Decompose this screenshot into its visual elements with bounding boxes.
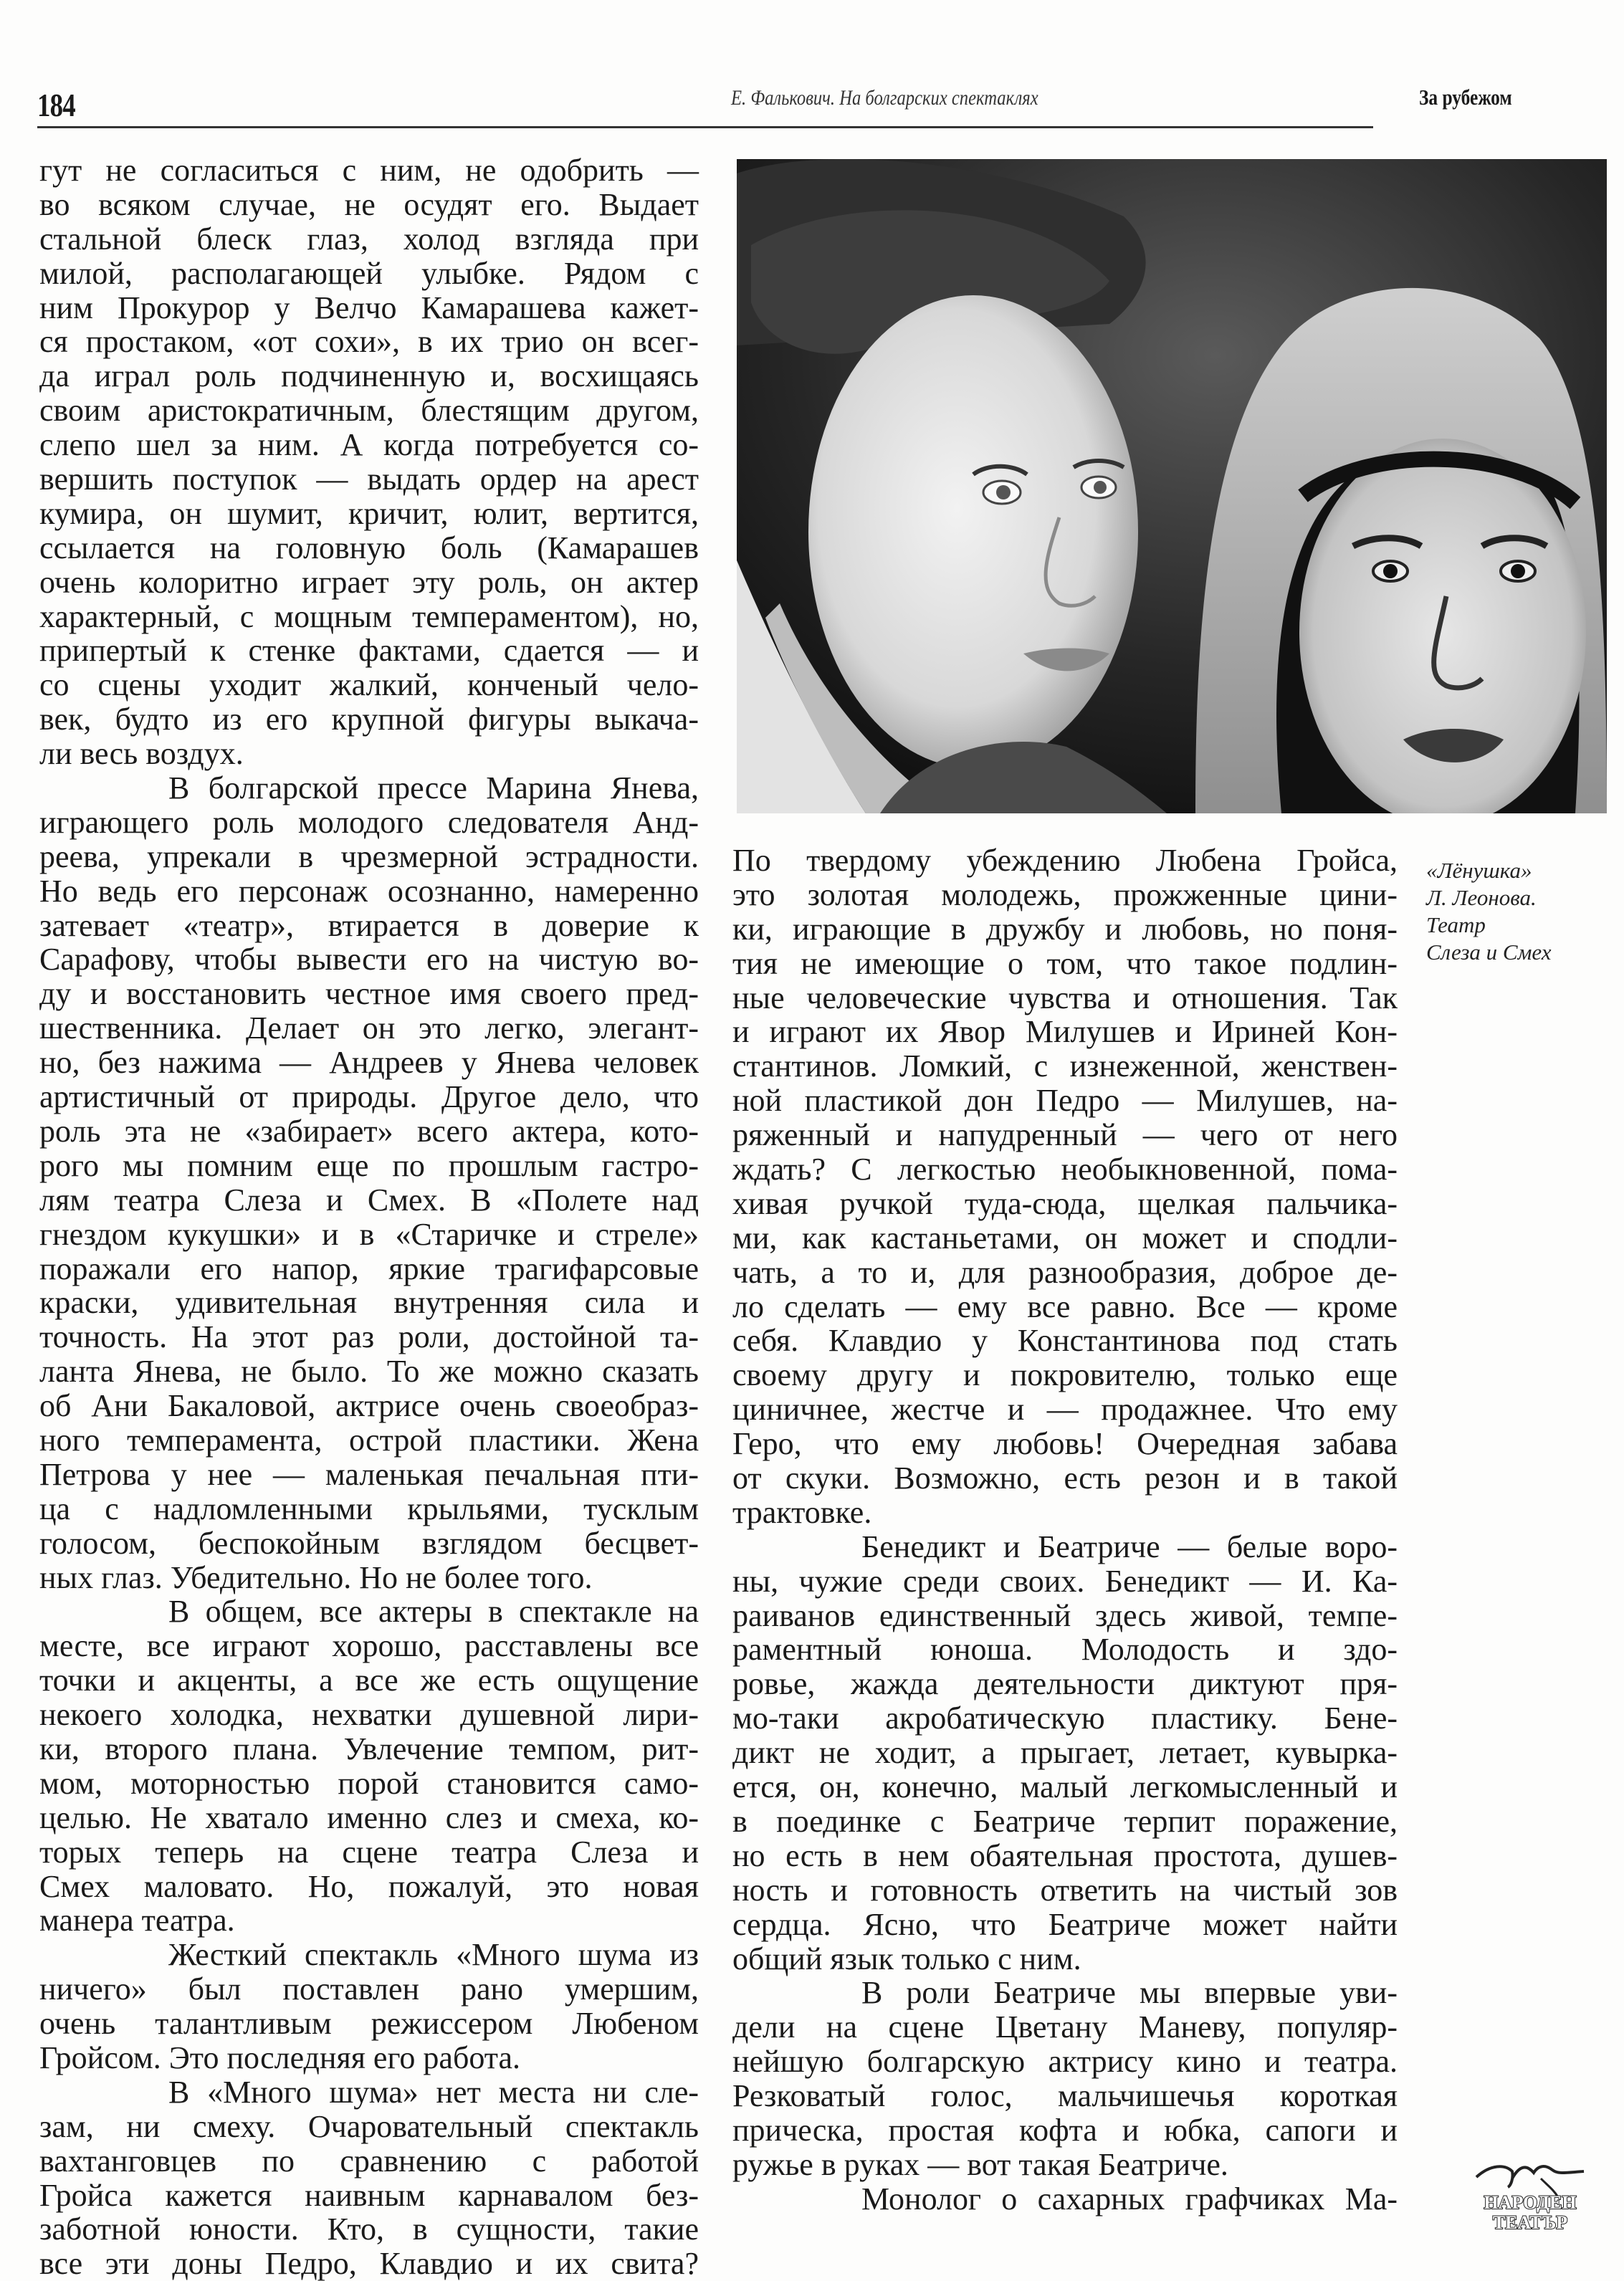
text-line: мом, моторностью порой становится само- xyxy=(39,1765,699,1801)
text-line: дели на сцене Цветану Маневу, популяр- xyxy=(732,2009,1398,2045)
text-line: прическа, простая кофта и юбка, сапоги и xyxy=(732,2112,1398,2148)
text-line: ланта Янева, не было. То же можно сказать xyxy=(39,1354,699,1390)
section-title: За рубежом xyxy=(1419,85,1512,110)
text-line: со сцены уходит жалкий, конченый чело- xyxy=(39,667,699,703)
text-line: ли весь воздух. xyxy=(39,736,244,772)
text-line: нейшую болгарскую актрису кино и театра. xyxy=(732,2044,1398,2080)
text-line: играющего роль молодого следователя Анд- xyxy=(39,804,699,840)
text-line: В «Много шума» нет места ни сле- xyxy=(168,2074,699,2110)
caption-theatre-line1: Театр xyxy=(1426,912,1486,937)
production-photo xyxy=(737,159,1607,813)
text-line: дикт не ходит, а прыгает, летает, кувырка- xyxy=(732,1735,1398,1771)
text-line: По твердому убеждению Любена Гройса, xyxy=(732,843,1398,878)
text-line: кумира, он шумит, кричит, юлит, вертится, xyxy=(39,495,699,531)
page-number: 184 xyxy=(37,87,75,123)
national-theatre-logo xyxy=(1469,2157,1591,2236)
text-line: ки, второго плана. Увлечение темпом, рит- xyxy=(39,1731,699,1766)
text-line: ные человеческие чувства и отношения. Так xyxy=(732,980,1398,1015)
text-line: ной пластикой дон Педро — Милушев, на- xyxy=(732,1083,1398,1119)
running-title: Е. Фалькович. На болгарских спектаклях xyxy=(731,86,1038,110)
text-line: во всяком случае, не осудят его. Выдает xyxy=(39,186,699,222)
text-line: лям театра Слеза и Смех. В «Полете над xyxy=(39,1182,699,1218)
text-line: точность. На этот раз роли, достойной та- xyxy=(39,1319,699,1355)
text-line: вахтанговцев по сравнению с работой xyxy=(39,2143,699,2179)
text-line: торых теперь на сцене театра Слеза и xyxy=(39,1834,699,1870)
text-line: все эти доны Педро, Клавдио и их свита? xyxy=(39,2246,699,2281)
text-line: очень колоритно играет эту роль, он актер xyxy=(39,564,699,600)
text-line: раиванов единственный здесь живой, темпе- xyxy=(732,1597,1398,1633)
text-line: стантинов. Ломкий, с изнеженной, женствен- xyxy=(732,1048,1398,1084)
text-line: припертый к стенке фактами, сдается — и xyxy=(39,633,699,669)
text-line: да играл роль подчиненную и, восхищаясь xyxy=(39,358,699,394)
text-line: от скуки. Возможно, есть резон и в такой xyxy=(732,1460,1398,1496)
text-line: характерный, с мощным темпераментом), но, xyxy=(39,598,699,634)
text-line: своему другу и покровителю, только еще xyxy=(732,1357,1398,1393)
text-line: затевает «театр», втирается в доверие к xyxy=(39,907,699,943)
text-line: Геро, что ему любовь! Очередная забава xyxy=(732,1426,1398,1462)
text-line: В общем, все актеры в спектакле на xyxy=(168,1594,699,1630)
text-line: гут не согласиться с ним, не одобрить — xyxy=(39,153,699,188)
text-line: поражали его напор, яркие трагифарсовые xyxy=(39,1251,699,1286)
text-line: мо-таки акробатическую пластику. Бене- xyxy=(732,1701,1398,1736)
text-line: слепо шел за ним. А когда потребуется со- xyxy=(39,427,699,463)
text-line: Бенедикт и Беатриче — белые воро- xyxy=(861,1529,1398,1564)
text-line: общий язык только с ним. xyxy=(732,1941,1081,1976)
text-line: сердца. Ясно, что Беатриче может найти xyxy=(732,1906,1398,1942)
text-line: Гройсом. Это последняя его работа. xyxy=(39,2039,521,2075)
text-line: месте, все играют хорошо, расставлены все xyxy=(39,1628,699,1664)
text-line: артистичный от природы. Другое дело, что xyxy=(39,1079,699,1115)
text-line: ных глаз. Убедительно. Но не более того. xyxy=(39,1559,593,1595)
text-line: Но ведь его персонаж осознанно, намеренно xyxy=(39,873,699,909)
text-line: об Ани Бакаловой, актрисе очень своеобраз- xyxy=(39,1388,699,1424)
national-theatre-logo-image xyxy=(1469,2157,1591,2236)
text-line: вершить поступок — выдать ордер на арест xyxy=(39,462,699,497)
text-line: В болгарской прессе Марина Янева, xyxy=(168,770,699,806)
text-line: ровье, жажда деятельности диктуют пря- xyxy=(732,1666,1398,1702)
logo-line-2: ТЕАТЪР xyxy=(1492,2212,1568,2233)
text-line: ждать? С легкостью необыкновенной, пома- xyxy=(732,1152,1398,1187)
text-line: ного темперамента, острой пластики. Жена xyxy=(39,1422,699,1458)
text-line: зам, ни смеху. Очаровательный спектакль xyxy=(39,2108,699,2144)
text-line: точки и акценты, а все же есть ощущение xyxy=(39,1663,699,1698)
text-line: милой, располагающей улыбке. Рядом с xyxy=(39,255,699,291)
text-line: в поединке с Беатриче терпит поражение, xyxy=(732,1803,1398,1839)
text-line: ми, как кастаньетами, он может и сподли- xyxy=(732,1220,1398,1256)
text-line: рого мы помним еще по прошлым гастро- xyxy=(39,1147,699,1183)
caption-theatre-line2: Слеза и Смех xyxy=(1426,939,1552,965)
text-line: век, будто из его крупной фигуры выкача- xyxy=(39,702,699,737)
text-line: хивая ручкой туда-сюда, щелкая пальчика- xyxy=(732,1185,1398,1221)
text-line: и играют их Явор Милушев и Ириней Кон- xyxy=(732,1014,1398,1050)
header-rule xyxy=(37,126,1373,128)
text-line: но, без нажима — Андреев у Янева человек xyxy=(39,1045,699,1081)
text-line: целью. Не хватало именно слез и смеха, ко- xyxy=(39,1799,699,1835)
text-line: Сарафову, чтобы вывести его на чистую во- xyxy=(39,942,699,977)
text-line: В роли Беатриче мы впервые уви- xyxy=(861,1975,1398,2011)
text-line: своим аристократичным, блестящим другом, xyxy=(39,393,699,429)
text-line: шественника. Делает он это легко, элегант- xyxy=(39,1010,699,1046)
text-line: ружье в руках — вот такая Беатриче. xyxy=(732,2146,1228,2182)
text-line: роль эта не «забирает» всего актера, кото- xyxy=(39,1113,699,1149)
text-line: Петрова у нее — маленькая печальная пти- xyxy=(39,1456,699,1492)
text-line: заботной юности. Кто, в сущности, такие xyxy=(39,2211,699,2247)
text-line: ся простаком, «от сохи», в их трио он всег- xyxy=(39,324,699,360)
text-line: но есть в нем обаятельная простота, душев- xyxy=(732,1837,1398,1873)
text-line: ду и восстановить честное имя своего пред- xyxy=(39,976,699,1012)
text-line: ним Прокурор у Велчо Камарашева кажет- xyxy=(39,290,699,325)
text-line: ло сделать — ему все равно. Все — кроме xyxy=(732,1288,1398,1324)
text-line: гнездом кукушки» и в «Старичке и стреле» xyxy=(39,1216,699,1252)
text-line: это золотая молодежь, прожженные цини- xyxy=(732,876,1398,912)
logo-line-1: НАРОДЕН xyxy=(1484,2192,1577,2213)
right-text-column xyxy=(732,843,1398,2217)
left-text-column xyxy=(39,153,699,2281)
text-line: Монолог о сахарных графчиках Ма- xyxy=(861,2181,1398,2217)
text-line: ряженный и напудренный — чего от него xyxy=(732,1117,1398,1153)
text-line: Гройса кажется наивным карнавалом без- xyxy=(39,2177,699,2213)
text-line: чать, а то и, для разнообразия, доброе де- xyxy=(732,1254,1398,1290)
text-line: ссылается на головную боль (Камарашев xyxy=(39,530,699,565)
text-line: манера театра. xyxy=(39,1903,235,1938)
text-line: Резковатый голос, мальчишечья короткая xyxy=(732,2078,1398,2114)
text-line: ны, чужие среди своих. Бенедикт — И. Ка- xyxy=(732,1563,1398,1599)
text-line: раментный юноша. Молодость и здо- xyxy=(732,1632,1398,1668)
text-line: Жесткий спектакль «Много шума из xyxy=(168,1937,699,1973)
text-line: себя. Клавдио у Константинова под стать xyxy=(732,1323,1398,1359)
text-line: ется, он, конечно, малый легкомысленный и xyxy=(732,1769,1398,1805)
text-line: ки, играющие в дружбу и любовь, но поня- xyxy=(732,911,1398,947)
text-line: голосом, беспокойным взглядом бесцвет- xyxy=(39,1525,699,1561)
text-line: ца с надломленными крыльями, тусклым xyxy=(39,1491,699,1526)
text-line: краски, удивительная внутренняя сила и xyxy=(39,1285,699,1321)
text-line: Смех маловато. Но, пожалуй, это новая xyxy=(39,1868,699,1904)
text-line: ничего» был поставлен рано умершим, xyxy=(39,1971,699,2007)
text-line: циничнее, жестче и — продажнее. Что ему xyxy=(732,1392,1398,1428)
caption-author: Л. Леонова. xyxy=(1426,885,1537,910)
text-line: реева, упрекали в чрезмерной эстрадности. xyxy=(39,838,699,874)
photo-caption xyxy=(1426,857,1551,966)
text-line: некоего холодка, нехватки душевной лири- xyxy=(39,1697,699,1733)
text-line: стальной блеск глаз, холод взгляда при xyxy=(39,221,699,257)
photo-two-actresses-image xyxy=(737,159,1607,813)
caption-play-title: «Лёнушка» xyxy=(1426,858,1532,883)
text-line: трактовке. xyxy=(732,1494,872,1530)
text-line: очень талантливым режиссером Любеном xyxy=(39,2006,699,2042)
text-line: тия не имеющие о том, что такое подлин- xyxy=(732,945,1398,981)
text-line: ность и готовность ответить на чистый зов xyxy=(732,1872,1398,1908)
